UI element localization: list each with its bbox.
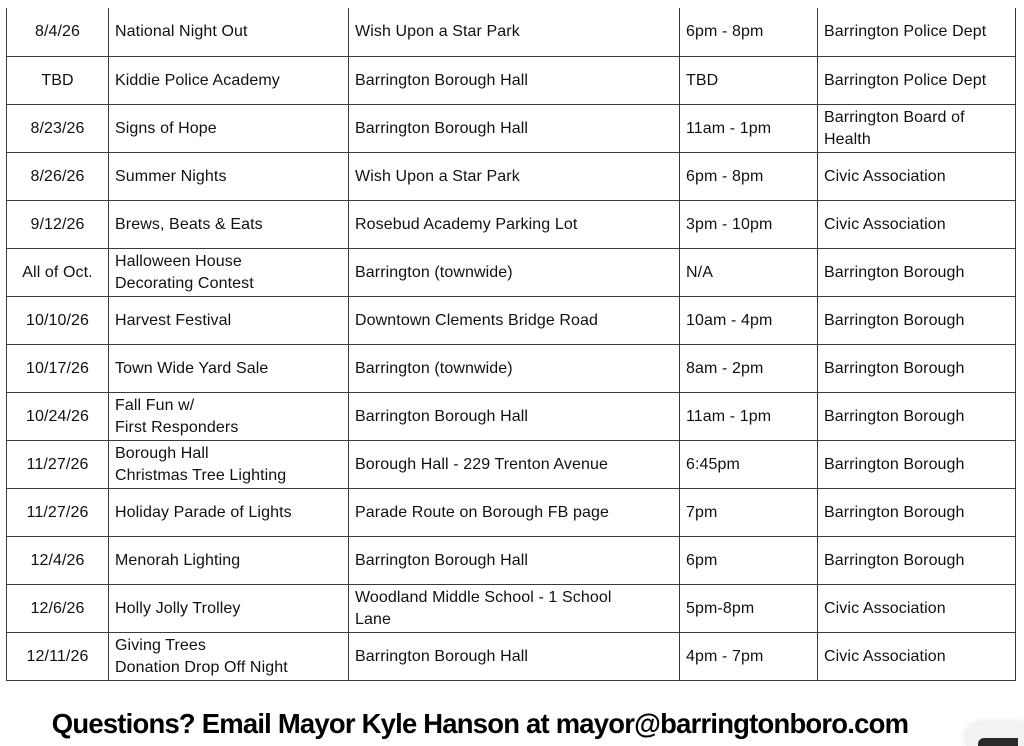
- table-row: [7, 8, 1016, 57]
- cell-host: Civic Association: [818, 633, 1016, 681]
- table-row: [7, 105, 1016, 153]
- cell-host: Barrington Borough: [818, 537, 1016, 585]
- cell-time: 4pm - 7pm: [680, 633, 818, 681]
- cell-time: 8am - 2pm: [680, 345, 818, 393]
- cell-date: 10/10/26: [7, 297, 109, 345]
- table-row: [7, 585, 1016, 633]
- cell-event: Signs of Hope: [109, 105, 349, 153]
- cell-time: 10am - 4pm: [680, 297, 818, 345]
- cell-date: 12/4/26: [7, 537, 109, 585]
- cell-time: 3pm - 10pm: [680, 201, 818, 249]
- table-row: [7, 297, 1016, 345]
- cell-date: 12/11/26: [7, 633, 109, 681]
- events-table-body: [7, 8, 1016, 681]
- cell-location: Wish Upon a Star Park: [349, 153, 680, 201]
- cell-host: Barrington Police Dept: [818, 8, 1016, 57]
- cell-location: Barrington Borough Hall: [349, 105, 680, 153]
- cell-time: 7pm: [680, 489, 818, 537]
- cell-host: Civic Association: [818, 585, 1016, 633]
- table-row: [7, 489, 1016, 537]
- cell-time: 5pm-8pm: [680, 585, 818, 633]
- cell-host: Barrington Borough: [818, 345, 1016, 393]
- table-row: [7, 201, 1016, 249]
- cell-location: Parade Route on Borough FB page: [349, 489, 680, 537]
- cell-date: TBD: [7, 57, 109, 105]
- cell-event: Kiddie Police Academy: [109, 57, 349, 105]
- table-row: [7, 537, 1016, 585]
- cell-event: Giving Trees Donation Drop Off Night: [109, 633, 349, 681]
- cell-date: All of Oct.: [7, 249, 109, 297]
- cell-event: Brews, Beats & Eats: [109, 201, 349, 249]
- cell-location: Downtown Clements Bridge Road: [349, 297, 680, 345]
- cell-host: Civic Association: [818, 153, 1016, 201]
- cell-event: Town Wide Yard Sale: [109, 345, 349, 393]
- cell-time: 6pm: [680, 537, 818, 585]
- table-row: [7, 153, 1016, 201]
- cell-date: 8/23/26: [7, 105, 109, 153]
- cell-date: 10/17/26: [7, 345, 109, 393]
- cell-date: 8/4/26: [7, 8, 109, 57]
- cell-location: Barrington (townwide): [349, 249, 680, 297]
- cell-time: 11am - 1pm: [680, 393, 818, 441]
- cell-time: TBD: [680, 57, 818, 105]
- corner-tab: [966, 722, 1024, 746]
- cell-date: 11/27/26: [7, 441, 109, 489]
- cell-time: 11am - 1pm: [680, 105, 818, 153]
- cell-time: 6pm - 8pm: [680, 153, 818, 201]
- cell-host: Barrington Police Dept: [818, 57, 1016, 105]
- cell-host: Barrington Board of Health: [818, 105, 1016, 153]
- table-row: [7, 57, 1016, 105]
- table-row: [7, 345, 1016, 393]
- cell-location: Barrington (townwide): [349, 345, 680, 393]
- cell-time: 6:45pm: [680, 441, 818, 489]
- cell-time: N/A: [680, 249, 818, 297]
- cell-host: Barrington Borough: [818, 249, 1016, 297]
- cell-event: Fall Fun w/ First Responders: [109, 393, 349, 441]
- events-table: [6, 8, 1016, 681]
- cell-location: Barrington Borough Hall: [349, 537, 680, 585]
- cell-date: 12/6/26: [7, 585, 109, 633]
- cell-event: Halloween House Decorating Contest: [109, 249, 349, 297]
- cell-location: Woodland Middle School - 1 School Lane: [349, 585, 680, 633]
- table-row: [7, 393, 1016, 441]
- cell-host: Civic Association: [818, 201, 1016, 249]
- cell-date: 11/27/26: [7, 489, 109, 537]
- cell-event: Summer Nights: [109, 153, 349, 201]
- cell-event: Holly Jolly Trolley: [109, 585, 349, 633]
- cell-location: Barrington Borough Hall: [349, 633, 680, 681]
- footer-contact-line: Questions? Email Mayor Kyle Hanson at mayor@barringtonboro.com: [51, 708, 909, 739]
- cell-event: Menorah Lighting: [109, 537, 349, 585]
- cell-date: 10/24/26: [7, 393, 109, 441]
- cell-location: Barrington Borough Hall: [349, 57, 680, 105]
- cell-host: Barrington Borough: [818, 489, 1016, 537]
- table-row: [7, 633, 1016, 681]
- cell-event: Holiday Parade of Lights: [109, 489, 349, 537]
- cell-event: Borough Hall Christmas Tree Lighting: [109, 441, 349, 489]
- cell-host: Barrington Borough: [818, 393, 1016, 441]
- cell-date: 9/12/26: [7, 201, 109, 249]
- cell-host: Barrington Borough: [818, 297, 1016, 345]
- cell-location: Rosebud Academy Parking Lot: [349, 201, 680, 249]
- cell-event: National Night Out: [109, 8, 349, 57]
- table-row: [7, 249, 1016, 297]
- table-row: [7, 441, 1016, 489]
- cell-location: Borough Hall - 229 Trenton Avenue: [349, 441, 680, 489]
- cell-time: 6pm - 8pm: [680, 8, 818, 57]
- cell-host: Barrington Borough: [818, 441, 1016, 489]
- cell-location: Wish Upon a Star Park: [349, 8, 680, 57]
- corner-tab-handle: [978, 738, 1018, 746]
- cell-location: Barrington Borough Hall: [349, 393, 680, 441]
- cell-date: 8/26/26: [7, 153, 109, 201]
- cell-event: Harvest Festival: [109, 297, 349, 345]
